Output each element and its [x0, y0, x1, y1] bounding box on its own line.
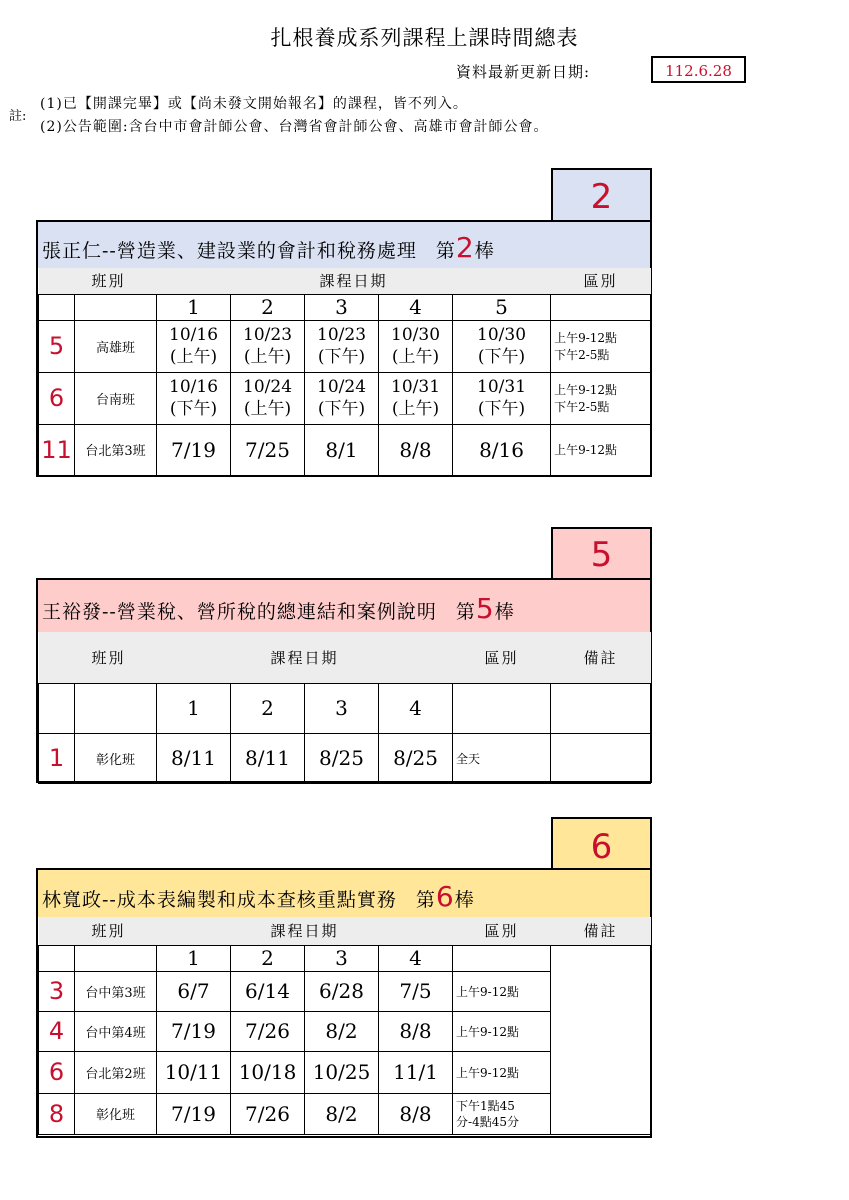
session-date: 7/19 [157, 1093, 231, 1134]
session-number: 2 [231, 294, 305, 320]
class-area: 上午9-12點 [453, 971, 551, 1011]
course-title: 王裕發--營業稅、營所稅的總連結和案例說明 [42, 601, 437, 623]
course-order-prefix: 第 [455, 601, 476, 623]
update-date-label: 資料最新更新日期: [456, 63, 591, 81]
session-number: 1 [157, 294, 231, 320]
class-area: 上午9-12點 下午2-5點 [551, 372, 651, 424]
course-title-bar [38, 222, 650, 268]
class-name: 高雄班 [75, 320, 157, 372]
class-number: 6 [39, 372, 75, 424]
class-name: 彰化班 [75, 1093, 157, 1134]
session-number: 1 [157, 683, 231, 733]
session-date: 10/18 [231, 1051, 305, 1093]
session-date: 8/2 [305, 1093, 379, 1134]
session-date: 6/14 [231, 971, 305, 1011]
session-date: 8/16 [453, 424, 551, 475]
class-number: 3 [39, 971, 75, 1011]
session-date: 10/30 (上午) [379, 320, 453, 372]
session-date: 10/25 [305, 1051, 379, 1093]
update-date-value: 112.6.28 [651, 56, 746, 83]
course-order-number: 2 [455, 231, 475, 264]
session-date: 10/30 (下午) [453, 320, 551, 372]
course-title: 張正仁--營造業、建設業的會計和稅務處理 [42, 240, 417, 262]
remark-cell [551, 945, 651, 1134]
class-area: 上午9-12點 下午2-5點 [551, 320, 651, 372]
page-title: 扎根養成系列課程上課時間總表 [270, 26, 579, 50]
course-order-suffix: 棒 [474, 240, 495, 262]
class-area: 上午9-12點 [453, 1011, 551, 1051]
col-header-class: 班別 [39, 917, 157, 945]
session-date: 7/19 [157, 1011, 231, 1051]
col-header-dates: 課程日期 [157, 268, 551, 294]
note-line-1: (1)已【開課完畢】或【尚未發文開始報名】的課程，皆不列入。 [40, 96, 468, 112]
course-order-suffix: 棒 [454, 889, 475, 911]
note-prefix: 註: [9, 109, 27, 124]
session-date: 10/31 (下午) [453, 372, 551, 424]
session-number: 4 [379, 294, 453, 320]
session-date: 7/19 [157, 424, 231, 475]
session-date: 10/11 [157, 1051, 231, 1093]
course-title-bar [38, 580, 650, 632]
session-date: 8/8 [379, 424, 453, 475]
class-area: 全天 [453, 733, 551, 783]
session-date: 7/5 [379, 971, 453, 1011]
session-number: 3 [305, 683, 379, 733]
course-block [36, 578, 652, 783]
table-row [39, 733, 651, 783]
session-date: 10/16 (上午) [157, 320, 231, 372]
session-date: 10/16 (下午) [157, 372, 231, 424]
col-header-class: 班別 [39, 268, 157, 294]
class-name: 台南班 [75, 372, 157, 424]
class-number: 11 [39, 424, 75, 475]
table-row [39, 424, 651, 475]
class-number: 5 [39, 320, 75, 372]
session-date: 10/31 (上午) [379, 372, 453, 424]
col-header-remark: 備註 [551, 917, 651, 945]
class-name: 彰化班 [75, 733, 157, 783]
session-date: 10/23 (上午) [231, 320, 305, 372]
col-header-area: 區別 [453, 917, 551, 945]
col-header-area: 區別 [551, 268, 651, 294]
col-header-class: 班別 [39, 632, 157, 683]
class-area: 上午9-12點 [551, 424, 651, 475]
session-date: 8/2 [305, 1011, 379, 1051]
class-name: 台中第3班 [75, 971, 157, 1011]
course-tab-number: 6 [551, 817, 652, 870]
class-number: 8 [39, 1093, 75, 1134]
course-order-number: 5 [475, 592, 495, 625]
session-date: 6/28 [305, 971, 379, 1011]
session-number: 4 [379, 945, 453, 971]
session-date: 10/24 (下午) [305, 372, 379, 424]
course-order-prefix: 第 [415, 889, 436, 911]
session-date: 10/23 (下午) [305, 320, 379, 372]
course-title: 林寬政--成本表編製和成本查核重點實務 [42, 889, 397, 911]
session-date: 10/24 (上午) [231, 372, 305, 424]
course-order-number: 6 [435, 880, 455, 913]
session-date: 8/8 [379, 1093, 453, 1134]
class-number: 4 [39, 1011, 75, 1051]
session-number: 1 [157, 945, 231, 971]
note-line-2: (2)公告範圍:含台中市會計師公會、台灣省會計師公會、高雄市會計師公會。 [40, 119, 549, 135]
session-number: 5 [453, 294, 551, 320]
class-area: 下午1點45 分-4點45分 [453, 1093, 551, 1134]
session-date: 8/11 [157, 733, 231, 783]
class-area: 上午9-12點 [453, 1051, 551, 1093]
session-date: 6/7 [157, 971, 231, 1011]
course-tab-number: 2 [551, 168, 652, 222]
class-number: 1 [39, 733, 75, 783]
session-number: 3 [305, 945, 379, 971]
course-title-bar [38, 870, 650, 917]
course-order-suffix: 棒 [494, 601, 515, 623]
session-date: 8/25 [379, 733, 453, 783]
course-block [36, 868, 652, 1138]
class-name: 台中第4班 [75, 1011, 157, 1051]
col-header-area: 區別 [453, 632, 551, 683]
session-number: 3 [305, 294, 379, 320]
session-date: 11/1 [379, 1051, 453, 1093]
session-date: 8/8 [379, 1011, 453, 1051]
session-number: 2 [231, 945, 305, 971]
table-row [39, 320, 651, 372]
session-date: 8/25 [305, 733, 379, 783]
session-date: 7/25 [231, 424, 305, 475]
session-number: 4 [379, 683, 453, 733]
col-header-remark: 備註 [551, 632, 651, 683]
col-header-dates: 課程日期 [157, 632, 453, 683]
table-row [39, 372, 651, 424]
course-block [36, 220, 652, 477]
class-remark [551, 733, 651, 783]
course-order-prefix: 第 [435, 240, 456, 262]
class-name: 台北第3班 [75, 424, 157, 475]
class-name: 台北第2班 [75, 1051, 157, 1093]
class-number: 6 [39, 1051, 75, 1093]
session-number: 2 [231, 683, 305, 733]
session-date: 7/26 [231, 1093, 305, 1134]
session-date: 7/26 [231, 1011, 305, 1051]
session-date: 8/11 [231, 733, 305, 783]
col-header-dates: 課程日期 [157, 917, 453, 945]
course-tab-number: 5 [551, 527, 652, 580]
session-date: 8/1 [305, 424, 379, 475]
